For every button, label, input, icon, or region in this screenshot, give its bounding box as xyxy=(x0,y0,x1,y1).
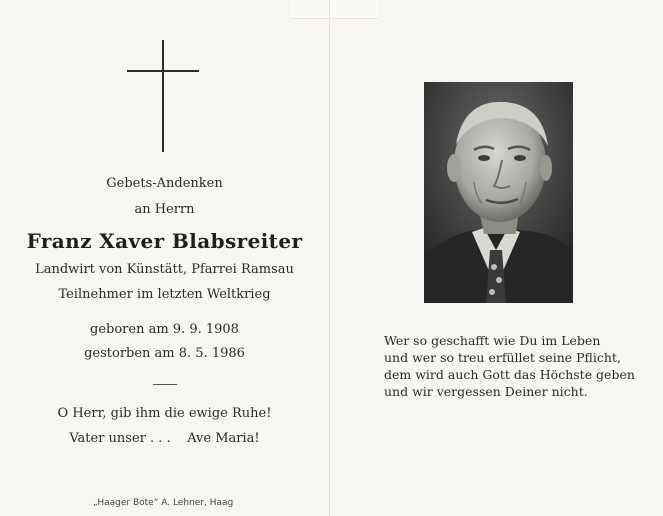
fold-line xyxy=(329,0,330,516)
birth-date: geboren am 9. 9. 1908 xyxy=(90,322,239,337)
deceased-name: Franz Xaver Blabsreiter xyxy=(26,229,303,253)
heading-gebets-andenken: Gebets-Andenken xyxy=(106,176,223,191)
service-line: Teilnehmer im letzten Weltkrieg xyxy=(58,287,271,302)
verse-line-1: Wer so geschafft wie Du im Leben xyxy=(384,333,601,348)
prayer-line-1: O Herr, gib ihm die ewige Ruhe! xyxy=(57,406,272,421)
death-date: gestorben am 8. 5. 1986 xyxy=(84,346,245,361)
printer-imprint: „Haager Bote“ A. Lehner, Haag xyxy=(93,498,234,508)
verse-line-4: und wir vergessen Deiner nicht. xyxy=(384,384,588,399)
verse-line-2: und wer so treu erfüllet seine Pflicht, xyxy=(384,350,621,365)
heading-an-herrn: an Herrn xyxy=(134,202,195,217)
divider xyxy=(153,384,177,385)
tape-strip xyxy=(290,0,378,19)
portrait-photo xyxy=(424,82,573,303)
prayer-line-2: Vater unser . . . Ave Maria! xyxy=(69,431,260,446)
occupation-line: Landwirt von Künstätt, Pfarrei Ramsau xyxy=(35,262,294,277)
verse-line-3: dem wird auch Gott das Höchste geben xyxy=(384,367,635,382)
